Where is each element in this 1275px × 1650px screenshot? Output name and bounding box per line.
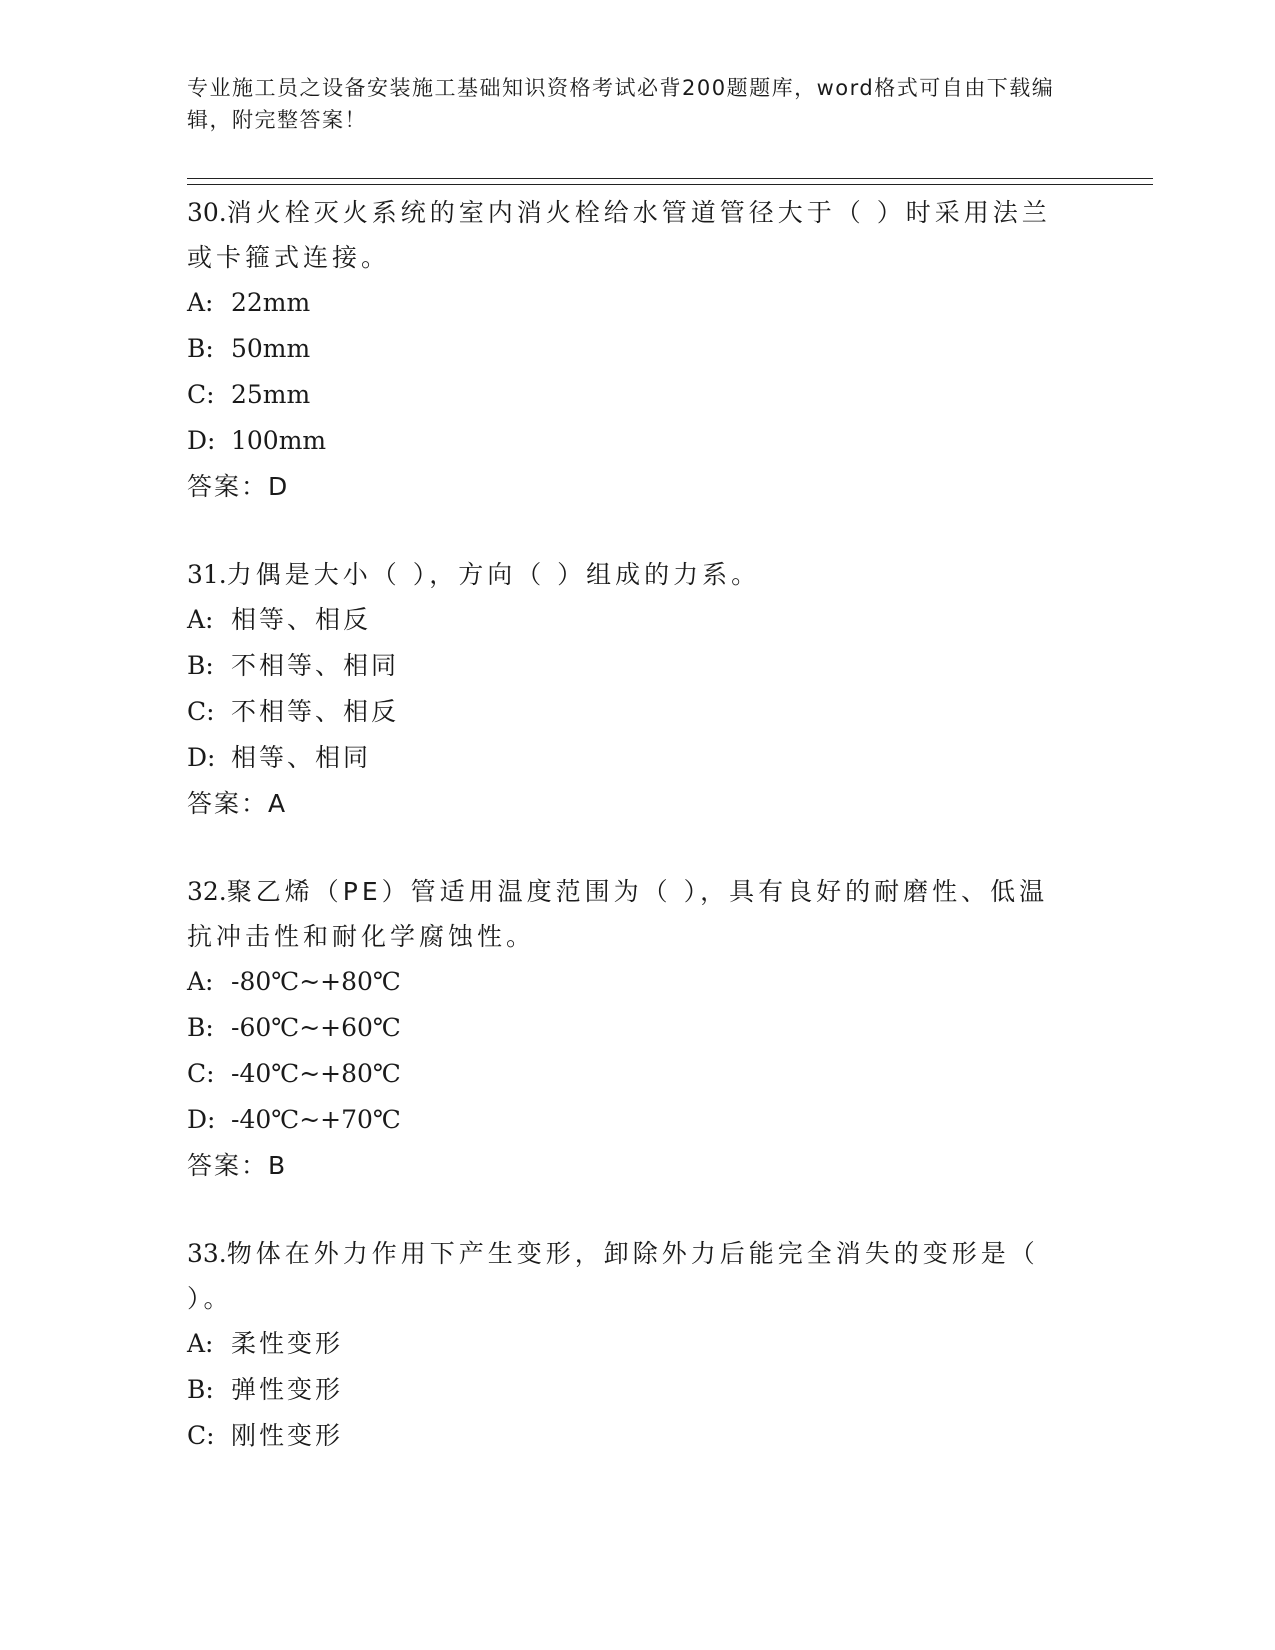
option-c bbox=[187, 1413, 1067, 1459]
option-a bbox=[187, 1321, 1067, 1367]
option-text: 柔性变形 bbox=[231, 1329, 344, 1358]
question-text bbox=[187, 1231, 1067, 1321]
option-key: A: bbox=[187, 605, 214, 634]
answer-line: 答案：A bbox=[187, 789, 288, 818]
question-text bbox=[187, 190, 1067, 280]
option-c bbox=[187, 689, 1067, 735]
question-stem: 消火栓灭火系统的室内消火栓给水管道管径大于（ ）时采用法兰或卡箍式连接。 bbox=[187, 198, 1051, 272]
option-d bbox=[187, 735, 1067, 781]
option-text: 相等、相反 bbox=[231, 605, 372, 634]
option-text: -40℃~+70℃ bbox=[231, 1105, 401, 1134]
option-key: D: bbox=[187, 743, 216, 772]
answer-line: 答案：B bbox=[187, 1151, 288, 1180]
option-text: 25mm bbox=[231, 380, 311, 409]
option-key: A: bbox=[187, 1329, 214, 1358]
question-30 bbox=[187, 190, 1067, 510]
question-number: 30. bbox=[187, 198, 227, 227]
option-key: B: bbox=[187, 1375, 214, 1404]
question-text bbox=[187, 552, 1067, 597]
option-text: 不相等、相同 bbox=[231, 651, 400, 680]
option-text: 相等、相同 bbox=[231, 743, 372, 772]
option-b bbox=[187, 326, 1067, 372]
question-stem: 物体在外力作用下产生变形，卸除外力后能完全消失的变形是（ ）。 bbox=[187, 1239, 1039, 1313]
answer-line: 答案：D bbox=[187, 472, 290, 501]
option-key: A: bbox=[187, 967, 214, 996]
question-number: 32. bbox=[187, 877, 227, 906]
option-text: 弹性变形 bbox=[231, 1375, 344, 1404]
option-b bbox=[187, 1367, 1067, 1413]
option-a bbox=[187, 597, 1067, 643]
option-text: 刚性变形 bbox=[231, 1421, 344, 1450]
option-text: 22mm bbox=[231, 288, 311, 317]
question-32 bbox=[187, 869, 1067, 1189]
option-a bbox=[187, 280, 1067, 326]
question-stem: 聚乙烯（PE）管适用温度范围为（ ），具有良好的耐磨性、低温抗冲击性和耐化学腐蚀性。 bbox=[187, 877, 1049, 951]
option-key: C: bbox=[187, 1059, 215, 1088]
question-33 bbox=[187, 1231, 1067, 1459]
option-key: C: bbox=[187, 380, 215, 409]
option-c bbox=[187, 1051, 1067, 1097]
option-text: -40℃~+80℃ bbox=[231, 1059, 401, 1088]
option-key: B: bbox=[187, 651, 214, 680]
option-text: 100mm bbox=[231, 426, 327, 455]
option-a bbox=[187, 959, 1067, 1005]
option-text: -60℃~+60℃ bbox=[231, 1013, 401, 1042]
question-list bbox=[187, 190, 1067, 1459]
option-key: A: bbox=[187, 288, 214, 317]
option-d bbox=[187, 418, 1067, 464]
option-c bbox=[187, 372, 1067, 418]
header-divider-bottom bbox=[187, 184, 1153, 185]
option-key: C: bbox=[187, 697, 215, 726]
question-31 bbox=[187, 552, 1067, 827]
question-number: 31. bbox=[187, 560, 227, 589]
question-text bbox=[187, 869, 1067, 959]
option-key: D: bbox=[187, 426, 216, 455]
option-key: C: bbox=[187, 1421, 215, 1450]
option-key: B: bbox=[187, 334, 214, 363]
option-key: B: bbox=[187, 1013, 214, 1042]
option-text: 不相等、相反 bbox=[231, 697, 400, 726]
option-text: 50mm bbox=[231, 334, 311, 363]
header-divider-top bbox=[187, 178, 1153, 179]
question-stem: 力偶是大小（ ），方向（ ）组成的力系。 bbox=[226, 560, 761, 589]
question-number: 33. bbox=[187, 1239, 227, 1268]
option-key: D: bbox=[187, 1105, 216, 1134]
option-d bbox=[187, 1097, 1067, 1143]
document-header: 专业施工员之设备安装施工基础知识资格考试必背200题题库，word格式可自由下载编辑，附完整答案！ bbox=[187, 76, 1055, 132]
option-text: -80℃~+80℃ bbox=[231, 967, 401, 996]
option-b bbox=[187, 1005, 1067, 1051]
option-b bbox=[187, 643, 1067, 689]
